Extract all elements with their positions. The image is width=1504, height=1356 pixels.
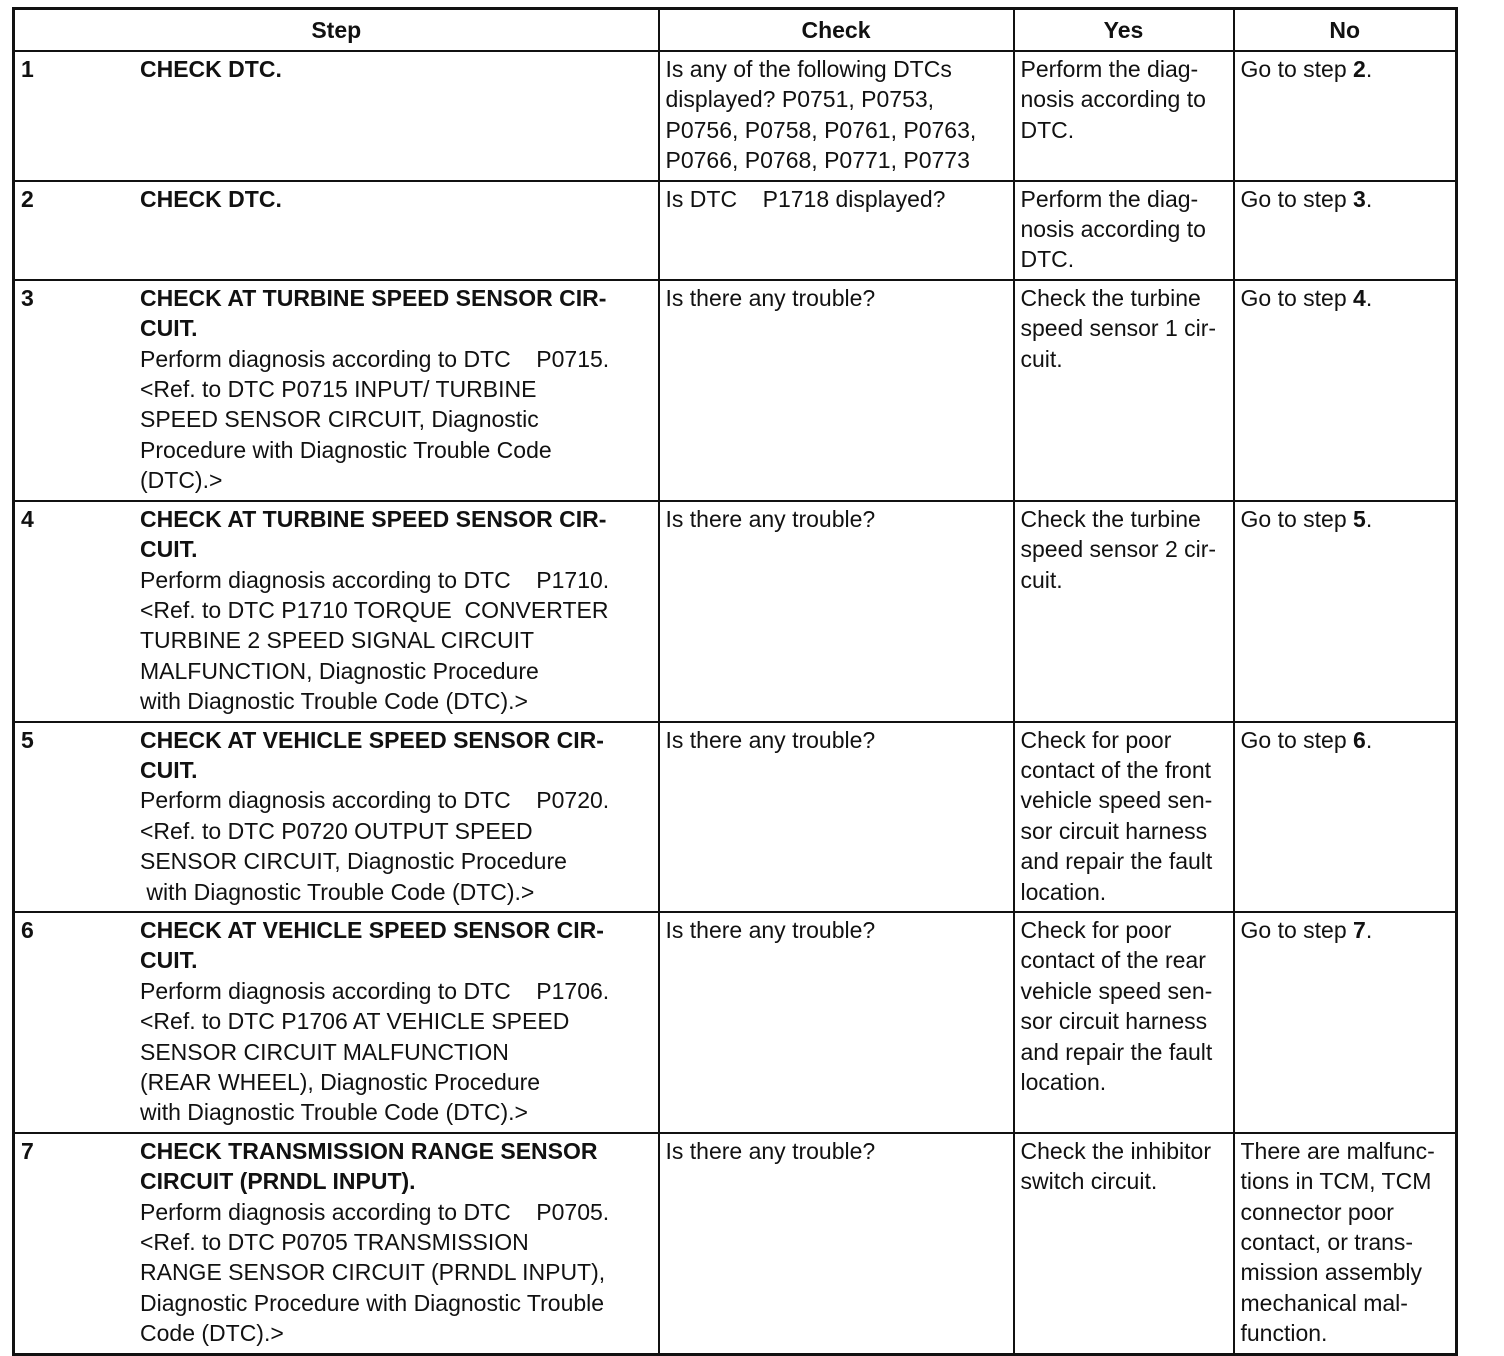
step-cell (14, 501, 659, 722)
check-line: Is there any trouble? (665, 916, 876, 943)
step-title-line: CUIT. (140, 536, 198, 563)
yes-line: cuit. (1020, 566, 1063, 593)
step-content (140, 504, 652, 717)
check-cell (659, 722, 1014, 912)
no-line: contact, or trans- (1240, 1229, 1414, 1256)
yes-line: Check the turbine (1020, 505, 1201, 532)
step-title-line: CHECK TRANSMISSION RANGE SENSOR (140, 1137, 598, 1164)
go-to-step-text (1241, 184, 1450, 214)
step-title-line: CHECK AT VEHICLE SPEED SENSOR CIR- (140, 916, 604, 943)
go-to-step-prefix: Go to step (1240, 726, 1354, 753)
header-row (14, 9, 1457, 52)
yes-line: Perform the diag- (1020, 185, 1199, 212)
step-title-line: CHECK AT VEHICLE SPEED SENSOR CIR- (140, 726, 604, 753)
go-to-step-text (1241, 915, 1450, 945)
yes-line: DTC. (1020, 246, 1075, 273)
step-body-line: <Ref. to DTC P0720 OUTPUT SPEED (140, 817, 533, 844)
step-title-line: CHECK AT TURBINE SPEED SENSOR CIR- (140, 505, 607, 532)
header-step: Step (14, 9, 659, 52)
step-body-line: (REAR WHEEL), Diagnostic Procedure (140, 1069, 541, 1095)
header-no: No (1234, 9, 1457, 52)
go-to-step-number: 5 (1353, 505, 1366, 532)
go-to-step-suffix: . (1365, 284, 1373, 311)
go-to-step-text (1241, 504, 1450, 534)
step-body-line: Perform diagnosis according to DTC P1710. (140, 566, 610, 593)
step-body-line: RANGE SENSOR CIRCUIT (PRNDL INPUT), (140, 1259, 606, 1286)
check-line: Is there any trouble? (665, 1137, 876, 1164)
go-to-step-number: 4 (1353, 284, 1366, 311)
step-cell (14, 51, 659, 181)
table-row (14, 51, 1457, 181)
yes-line: nosis according to (1020, 86, 1206, 113)
yes-cell (1014, 722, 1234, 912)
go-to-step-suffix: . (1365, 916, 1373, 943)
go-to-step-prefix: Go to step (1240, 185, 1354, 212)
step-body-line: <Ref. to DTC P1710 TORQUE CONVERTER (140, 596, 609, 623)
table-row (14, 280, 1457, 501)
step-body-line: SENSOR CIRCUIT, Diagnostic Procedure (140, 848, 567, 875)
step-title-line: CUIT. (140, 315, 198, 342)
go-to-step-number: 3 (1353, 185, 1366, 212)
step-cell (14, 722, 659, 912)
step-content (140, 915, 652, 1128)
step-body-line: (DTC).> (140, 467, 223, 494)
no-cell (1234, 912, 1457, 1133)
step-body-line: with Diagnostic Trouble Code (DTC).> (140, 878, 535, 905)
yes-line: Check for poor (1020, 916, 1172, 943)
step-body-line: <Ref. to DTC P1706 AT VEHICLE SPEED (140, 1008, 570, 1035)
yes-line: and repair the fault (1020, 1038, 1213, 1065)
yes-cell (1014, 912, 1234, 1133)
no-cell (1234, 280, 1457, 501)
step-body-line: MALFUNCTION, Diagnostic Procedure (140, 657, 539, 684)
yes-line: sor circuit harness (1020, 1008, 1208, 1035)
no-cell (1234, 722, 1457, 912)
yes-line: speed sensor 1 cir- (1020, 315, 1217, 342)
step-number: 7 (21, 1137, 34, 1164)
step-number: 3 (21, 284, 34, 311)
yes-line: Check the inhibitor (1020, 1137, 1211, 1164)
check-cell (659, 912, 1014, 1133)
check-cell (659, 1133, 1014, 1354)
yes-line: Check for poor (1020, 726, 1172, 753)
yes-line: Perform the diag- (1020, 56, 1199, 82)
step-body-line: Perform diagnosis according to DTC P0720. (140, 787, 610, 814)
step-body-line: SPEED SENSOR CIRCUIT, Diagnostic (140, 406, 539, 433)
step-body-line: TURBINE 2 SPEED SIGNAL CIRCUIT (140, 627, 535, 654)
step-title-line: CHECK DTC. (140, 185, 282, 212)
yes-line: nosis according to (1020, 216, 1206, 243)
step-body-line: Diagnostic Procedure with Diagnostic Trouble (140, 1289, 605, 1316)
step-title-line: CHECK DTC. (140, 56, 282, 82)
check-line: Is DTC P1718 displayed? (665, 185, 946, 212)
step-body-line: with Diagnostic Trouble Code (DTC).> (140, 688, 528, 715)
yes-line: switch circuit. (1020, 1168, 1158, 1195)
step-title-line: CIRCUIT (PRNDL INPUT). (140, 1168, 416, 1195)
no-line: mechanical mal- (1240, 1289, 1408, 1316)
go-to-step-suffix: . (1365, 505, 1373, 532)
go-to-step-text (1241, 725, 1450, 755)
yes-cell (1014, 501, 1234, 722)
step-body-line: Procedure with Diagnostic Trouble Code (140, 436, 552, 463)
no-line: function. (1240, 1320, 1328, 1347)
check-line: Is there any trouble? (665, 284, 876, 311)
no-line: connector poor (1240, 1198, 1394, 1225)
go-to-step-prefix: Go to step (1240, 284, 1354, 311)
step-body-line: Code (DTC).> (140, 1320, 284, 1347)
yes-line: DTC. (1020, 116, 1075, 143)
go-to-step-suffix: . (1365, 185, 1373, 212)
step-number: 6 (21, 916, 34, 943)
yes-cell (1014, 181, 1234, 280)
step-number: 1 (21, 56, 34, 82)
yes-line: and repair the fault (1020, 848, 1213, 875)
go-to-step-number: 7 (1353, 916, 1366, 943)
step-body-line: <Ref. to DTC P0715 INPUT/ TURBINE (140, 376, 537, 403)
yes-line: cuit. (1020, 345, 1063, 372)
yes-line: vehicle speed sen- (1020, 787, 1213, 814)
step-body-line: Perform diagnosis according to DTC P0715. (140, 345, 610, 372)
check-line: P0766, P0768, P0771, P0773 (665, 147, 970, 174)
no-line: There are malfunc- (1240, 1137, 1435, 1164)
step-cell (14, 181, 659, 280)
go-to-step-text (1241, 283, 1450, 313)
no-line: mission assembly (1240, 1259, 1422, 1286)
yes-line: vehicle speed sen- (1020, 977, 1213, 1004)
step-title-line: CUIT. (140, 756, 198, 783)
step-content (140, 283, 652, 496)
go-to-step-prefix: Go to step (1240, 916, 1354, 943)
check-cell (659, 280, 1014, 501)
step-number: 5 (21, 726, 34, 753)
header-check: Check (659, 9, 1014, 52)
check-line: Is there any trouble? (665, 726, 876, 753)
step-body-line: SENSOR CIRCUIT MALFUNCTION (140, 1038, 509, 1065)
yes-line: location. (1020, 1069, 1107, 1095)
check-cell (659, 181, 1014, 280)
check-cell (659, 51, 1014, 181)
table-row (14, 1133, 1457, 1354)
step-content (140, 184, 652, 214)
check-line: displayed? P0751, P0753, (665, 86, 935, 113)
no-cell (1234, 181, 1457, 280)
go-to-step-prefix: Go to step (1240, 56, 1354, 82)
check-line: Is any of the following DTCs (665, 56, 952, 82)
no-cell (1234, 1133, 1457, 1354)
step-content (140, 1136, 652, 1349)
yes-line: sor circuit harness (1020, 817, 1208, 844)
step-cell (14, 280, 659, 501)
go-to-step-number: 6 (1353, 726, 1366, 753)
step-title-line: CHECK AT TURBINE SPEED SENSOR CIR- (140, 284, 607, 311)
step-content (140, 725, 652, 907)
diagnostic-table (12, 7, 1458, 1356)
check-line: P0756, P0758, P0761, P0763, (665, 116, 977, 143)
step-body-line: Perform diagnosis according to DTC P0705. (140, 1198, 610, 1225)
yes-cell (1014, 51, 1234, 181)
yes-line: location. (1020, 878, 1107, 905)
header-yes: Yes (1014, 9, 1234, 52)
yes-line: contact of the front (1020, 756, 1212, 783)
check-line: Is there any trouble? (665, 505, 876, 532)
go-to-step-number: 2 (1353, 56, 1366, 82)
no-cell (1234, 51, 1457, 181)
go-to-step-text (1241, 54, 1450, 84)
step-title-line: CUIT. (140, 947, 198, 974)
no-cell (1234, 501, 1457, 722)
step-number: 4 (21, 505, 34, 532)
yes-cell (1014, 280, 1234, 501)
step-cell (14, 912, 659, 1133)
yes-line: Check the turbine (1020, 284, 1201, 311)
check-cell (659, 501, 1014, 722)
table-row (14, 501, 1457, 722)
step-cell (14, 1133, 659, 1354)
no-line: tions in TCM, TCM (1240, 1168, 1432, 1195)
step-body-line: Perform diagnosis according to DTC P1706. (140, 977, 610, 1004)
step-number: 2 (21, 185, 34, 212)
go-to-step-suffix: . (1365, 726, 1373, 753)
step-content (140, 54, 652, 84)
step-body-line: <Ref. to DTC P0705 TRANSMISSION (140, 1229, 529, 1256)
table-row (14, 912, 1457, 1133)
yes-line: speed sensor 2 cir- (1020, 536, 1217, 563)
table-row (14, 722, 1457, 912)
go-to-step-suffix: . (1365, 56, 1373, 82)
yes-cell (1014, 1133, 1234, 1354)
table-row (14, 181, 1457, 280)
yes-line: contact of the rear (1020, 947, 1206, 974)
table-body (14, 51, 1457, 1354)
step-body-line: with Diagnostic Trouble Code (DTC).> (140, 1099, 528, 1126)
go-to-step-prefix: Go to step (1240, 505, 1354, 532)
